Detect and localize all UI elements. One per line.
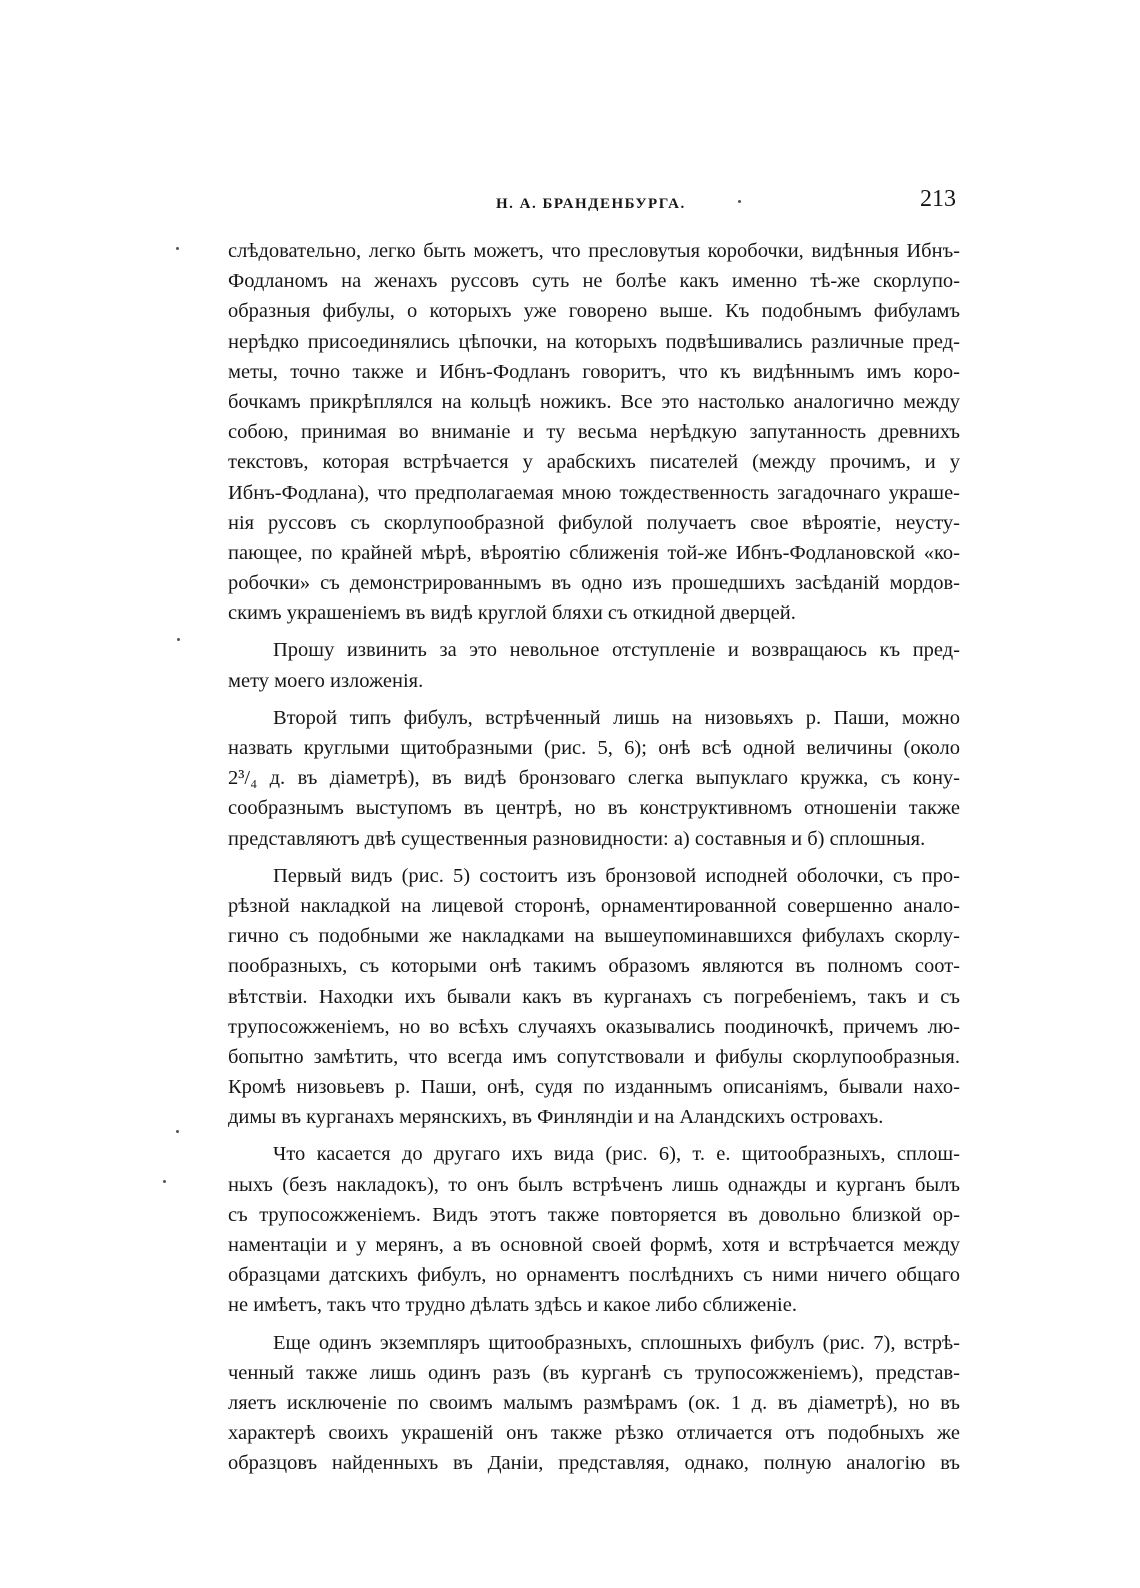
scan-speck bbox=[177, 638, 180, 641]
text-line: образцами датскихъ фибулъ, но орнаментъ послѣднихъ съ ними ничего общаго bbox=[228, 1264, 960, 1287]
page-number: 213 bbox=[920, 186, 956, 212]
paragraph-gap bbox=[228, 1132, 960, 1139]
text-line: пающее, по крайней мѣрѣ, вѣроятію сближенія той-же Ибнъ-Фодлановской «ко- bbox=[228, 541, 960, 564]
paragraph bbox=[228, 703, 960, 854]
text-line: не имѣетъ, такъ что трудно дѣлать здѣсь и какое либо сближеніе. bbox=[228, 1294, 797, 1317]
text-line: сообразнымъ выступомъ въ центрѣ, но въ конструктивномъ отношеніи также bbox=[228, 797, 960, 820]
text-line: Ибнъ-Фодлана), что предполагаемая мною тождественность загадочнаго украше- bbox=[228, 481, 960, 504]
text-line: Кромѣ низовьевъ р. Паши, онѣ, судя по изданнымъ описаніямъ, бывали нахо- bbox=[228, 1076, 960, 1099]
text-line: образцовъ найденныхъ въ Даніи, представляя, однако, полную аналогію въ bbox=[228, 1452, 960, 1475]
paragraph bbox=[228, 861, 960, 1133]
text-line: ныхъ (безъ накладокъ), то онъ былъ встрѣченъ лишь однажды и курганъ былъ bbox=[228, 1173, 960, 1196]
scan-speck bbox=[176, 247, 179, 250]
text-line: слѣдовательно, легко быть можетъ, что пресловутыя коробочки, видѣнныя Ибнъ- bbox=[228, 240, 960, 262]
scan-speck bbox=[163, 1180, 166, 1183]
text-line: ляетъ исключеніе по своимъ малымъ размѣрамъ (ок. 1 д. въ діаметрѣ), но въ bbox=[228, 1391, 960, 1414]
text-line: назвать круглыми щитобразными (рис. 5, 6); онѣ всѣ одной величины (около bbox=[228, 737, 960, 759]
paragraph-gap bbox=[228, 628, 960, 635]
text-line: пообразныхъ, съ которыми онѣ такимъ образомъ являются въ полномъ соот- bbox=[228, 955, 960, 978]
text-line: нія руссовъ съ скорлупообразной фибулой получаетъ свое вѣроятіе, неусту- bbox=[228, 511, 960, 534]
text-line: бочкамъ прикрѣплялся на кольцѣ ножикъ. Все это настолько аналогично между bbox=[228, 390, 960, 413]
text-line: меты, точно также и Ибнъ-Фодланъ говоритъ, что къ видѣннымъ имъ коро- bbox=[228, 360, 960, 383]
body-text bbox=[228, 236, 960, 1479]
text-line: представляютъ двѣ существенныя разновидности: а) составныя и б) сплошныя. bbox=[228, 827, 926, 850]
text-line: димы въ курганахъ мерянскихъ, въ Финляндіи и на Аландскихъ островахъ. bbox=[228, 1106, 884, 1129]
text-line: гично съ подобными же накладками на вышеупоминавшихся фибулахъ скорлу- bbox=[228, 925, 960, 948]
text-line: бопытно замѣтить, что всегда имъ сопутствовали и фибулы скорлупообразныя. bbox=[228, 1045, 960, 1068]
paragraph bbox=[228, 1139, 960, 1320]
running-title: Н. А. БРАНДЕНБУРГА. bbox=[496, 196, 686, 212]
paragraph bbox=[228, 635, 960, 695]
text-line: Фодланомъ на женахъ руссовъ суть не болѣе какъ именно тѣ-же скорлупо- bbox=[228, 270, 960, 293]
text-line: мету моего изложенія. bbox=[228, 669, 424, 692]
text-line: Что касается до другаго ихъ вида (рис. 6), т. е. щитообразныхъ, сплош- bbox=[273, 1143, 960, 1166]
text-line: Еще одинъ экземпляръ щитообразныхъ, сплошныхъ фибулъ (рис. 7), встрѣ- bbox=[273, 1331, 960, 1354]
text-line: наментаціи и у мерянъ, а въ основной своей формѣ, хотя и встрѣчается между bbox=[228, 1234, 960, 1256]
text-line: скимъ украшеніемъ въ видѣ круглой бляхи съ откидной дверцей. bbox=[228, 602, 796, 625]
scan-speck bbox=[176, 1130, 179, 1133]
text-line: 2³/₄ д. въ діаметрѣ), въ видѣ бронзоваго слегка выпуклаго кружка, съ кону- bbox=[228, 767, 960, 790]
text-line: ченный также лишь одинъ разъ (въ курганѣ съ трупосожженіемъ), представ- bbox=[228, 1361, 960, 1384]
text-line: робочки» съ демонстрированнымъ въ одно изъ прошедшихъ засѣданій мордов- bbox=[228, 572, 960, 595]
paragraph-gap bbox=[228, 854, 960, 861]
scan-speck bbox=[738, 200, 741, 203]
text-line: трупосожженіемъ, но во всѣхъ случаяхъ оказывались поодиночкѣ, причемъ лю- bbox=[228, 1015, 960, 1038]
paragraph bbox=[228, 236, 960, 628]
paragraph-gap bbox=[228, 696, 960, 703]
paragraph-gap bbox=[228, 1321, 960, 1328]
text-line: Первый видъ (рис. 5) состоитъ изъ бронзовой исподней оболочки, съ про- bbox=[273, 864, 960, 887]
text-line: Прошу извинить за это невольное отступленіе и возвращаюсь къ пред- bbox=[273, 639, 960, 662]
text-line: образныя фибулы, о которыхъ уже говорено выше. Къ подобнымъ фибуламъ bbox=[228, 300, 960, 323]
text-line: собою, принимая во вниманіе и ту весьма нерѣдкую запутанность древнихъ bbox=[228, 421, 960, 444]
text-line: текстовъ, которая встрѣчается у арабскихъ писателей (между прочимъ, и у bbox=[228, 451, 960, 474]
paragraph bbox=[228, 1328, 960, 1479]
text-line: рѣзной накладкой на лицевой сторонѣ, орнаментированной совершенно анало- bbox=[228, 894, 960, 917]
text-line: съ трупосожженіемъ. Видъ этотъ также повторяется въ довольно близкой ор- bbox=[228, 1203, 960, 1226]
text-line: характерѣ своихъ украшеній онъ также рѣзко отличается отъ подобныхъ же bbox=[228, 1422, 960, 1445]
text-line: нерѣдко присоединялись цѣпочки, на которыхъ подвѣшивались различные пред- bbox=[228, 330, 960, 353]
text-line: вѣтствіи. Находки ихъ бывали какъ въ курганахъ съ погребеніемъ, такъ и съ bbox=[228, 985, 960, 1008]
text-line: Второй типъ фибулъ, встрѣченный лишь на низовьяхъ р. Паши, можно bbox=[273, 706, 960, 729]
page-header bbox=[228, 186, 960, 226]
